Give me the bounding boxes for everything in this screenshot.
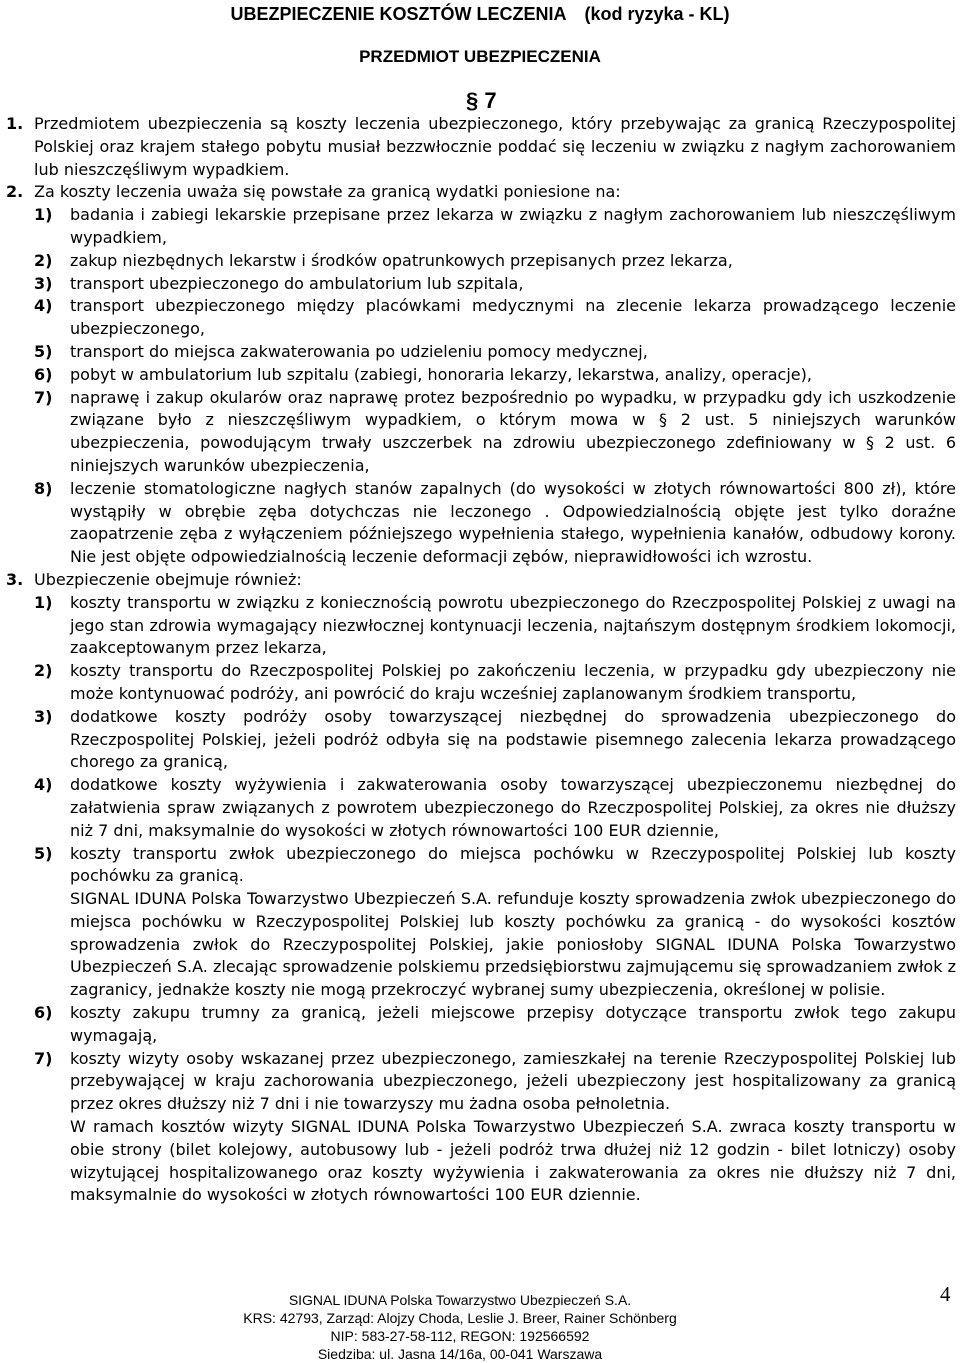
list-item	[34, 1048, 956, 1116]
section-body	[34, 181, 956, 569]
section-2	[6, 181, 956, 569]
list-item-text: badania i zabiegi lekarskie przepisane przez lekarza w związku z nagłym zachorowaniem lub nieszczęśliwym wypadkiem,	[70, 205, 956, 247]
list-item-number: 5)	[34, 843, 53, 863]
list-item-number: 5)	[34, 341, 53, 361]
list-item	[34, 843, 956, 889]
list-item	[34, 204, 956, 250]
footer-company: SIGNAL IDUNA Polska Towarzystwo Ubezpieczeń S.A.	[288, 1292, 632, 1308]
section-body	[34, 113, 956, 181]
list-item	[34, 364, 956, 387]
list-item-number: 3)	[34, 273, 53, 293]
list-item	[34, 387, 956, 478]
list-item-text: dodatkowe koszty podróży osoby towarzyszącej niezbędnej do sprowadzenia ubezpieczonego do Rzeczpospolitej Polskiej, jeżeli podróż odbyła się na podstawie pisemnego zalecenia lekarza prowadzącego chorego za granicą,	[70, 706, 956, 772]
list-item-number: 3)	[34, 706, 53, 726]
list-item	[34, 1002, 956, 1048]
list-item-text: transport ubezpieczonego do ambulatorium lub szpitala,	[70, 273, 524, 293]
section-body	[34, 569, 956, 1207]
list-item-number: 7)	[34, 1048, 53, 1068]
document-title: UBEZPIECZENIE KOSZTÓW LECZENIA	[230, 4, 567, 24]
list-item-text: koszty transportu w związku z koniecznością powrotu ubezpieczonego do Rzeczpospolitej Polskiej z uwagi na jego stan zdrowia wymagający niezwłocznej kontynuacji leczenia, najtańszym dostępnym środkiem lokomocji, zaakceptowanym przez lekarza,	[70, 592, 956, 658]
paragraph-number: § 7	[466, 88, 497, 113]
list-item	[34, 341, 956, 364]
document-title-line	[0, 2, 960, 26]
list-item-text: dodatkowe koszty wyżywienia i zakwaterowania osoby towarzyszącej ubezpieczonemu niezbędnej do załatwienia spraw związanych z powrotem ubezpieczonego do Rzeczpospolitej Polskiej, za okres nie dłuższy niż 7 dni, maksymalnie do wysokości w złotych równowartości 100 EUR dziennie,	[70, 775, 956, 840]
document-body	[6, 113, 956, 1207]
footer	[0, 1291, 920, 1363]
list-item-number: 8)	[34, 478, 53, 498]
list-item-number: 1)	[34, 592, 53, 612]
list-item-text: transport ubezpieczonego między placówkami medycznymi na zlecenie lekarza prowadzącego leczenie ubezpieczonego,	[70, 296, 956, 339]
list-item-number: 4)	[34, 296, 53, 316]
list-item-text: koszty zakupu trumny za granicą, jeżeli miejscowe przepisy dotyczące transportu zwłok tego zakupu wymagają,	[70, 1003, 956, 1045]
list-paragraph: W ramach kosztów wizyty SIGNAL IDUNA Polska Towarzystwo Ubezpieczeń S.A. zwraca koszty transportu w obie strony (bilet kolejowy, autobusowy lub - jeżeli podróż trwa dłużej niż 12 godzin - bilet lotniczy) osoby wizytującej hospitalizowanego oraz koszty wyżywienia i zakwaterowania za okres nie dłuższy niż 7 dni, maksymalnie do wysokości w złotych równowartości 100 EUR dziennie.	[70, 1117, 956, 1205]
list-item	[34, 660, 956, 706]
section-1	[6, 113, 956, 181]
list-item	[34, 592, 956, 660]
list-item-text: leczenie stomatologiczne nagłych stanów zapalnych (do wysokości w złotych równowartości 800 zł), które wystąpiły w obrębie zęba dotychczas nie leczonego . Odpowiedzialnością objęte jest tylko doraźne zaopatrzenie zęba z wyłączeniem późniejszego wypełnienia stałego, wypełnienia kanałów, odbudowy korony. Nie jest objęte odpowiedzialnością leczenie deformacji zębów, nieprawidłowości ich wzrostu.	[70, 478, 956, 567]
list-item	[34, 774, 956, 842]
footer-address: Siedziba: ul. Jasna 14/16a, 00-041 Warszawa	[317, 1346, 603, 1362]
list-item-text: koszty transportu do Rzeczpospolitej Polskiej po zakończeniu leczenia, w przypadku gdy ubezpieczony nie może kontynuować podróży, ani powrócić do kraju wcześniej zaplanowanym środkiem transportu,	[70, 661, 956, 703]
list-item-number: 6)	[34, 1003, 53, 1023]
section-text: Za koszty leczenia uważa się powstałe za granicą wydatki poniesione na:	[34, 182, 621, 202]
list-item	[34, 706, 956, 774]
list-item-number: 6)	[34, 364, 53, 384]
footer-nip: NIP: 583-27-58-112, REGON: 192566592	[330, 1328, 590, 1344]
list-item-text: pobyt w ambulatorium lub szpitalu (zabiegi, honoraria lekarzy, lekarstwa, analizy, operacje),	[70, 364, 812, 384]
list-item-text: zakup niezbędnych lekarstw i środków opatrunkowych przepisanych przez lekarza,	[70, 250, 733, 270]
list-item	[34, 478, 956, 569]
section-text: Przedmiotem ubezpieczenia są koszty leczenia ubezpieczonego, który przebywając za granicą Rzeczypospolitej Polskiej oraz krajem stałego pobytu musiał bezzwłocznie poddać się leczeniu w związku z nagłym zachorowaniem lub nieszczęśliwym wypadkiem.	[34, 114, 956, 179]
list-item-number: 1)	[34, 205, 53, 225]
list-item-text: koszty transportu zwłok ubezpieczonego do miejsca pochówku w Rzeczypospolitej Polskiej lub koszty pochówku za granicą.	[70, 843, 956, 886]
list-item	[34, 273, 956, 296]
section-number: 2.	[6, 182, 24, 202]
list-item-number: 7)	[34, 387, 53, 407]
list-item-number: 2)	[34, 661, 53, 681]
page-number: 4	[940, 1282, 951, 1306]
footer-krs: KRS: 42793, Zarząd: Alojzy Choda, Leslie J. Breer, Rainer Schönberg	[243, 1310, 677, 1326]
list-item-number: 4)	[34, 775, 53, 795]
risk-code: (kod ryzyka - KL)	[584, 4, 730, 24]
section-number: 1.	[6, 114, 24, 133]
section-number: 3.	[6, 569, 24, 589]
section-text: Ubezpieczenie obejmuje również:	[34, 569, 302, 589]
list-paragraph: SIGNAL IDUNA Polska Towarzystwo Ubezpieczeń S.A. refunduje koszty sprowadzenia zwłok ubezpieczonego do miejsca pochówku w Rzeczypospolitej Polskiej lub koszty pochówku za granicą - do wysokości kosztów sprowadzenia zwłok do Rzeczypospolitej Polskiej, jakie poniosłoby SIGNAL IDUNA Polska Towarzystwo Ubezpieczeń S.A. zlecając sprowadzenie polskiemu przedsiębiorstwu zajmującemu się sprowadzaniem zwłok z zagranicy, jednakże koszty nie mogą przekroczyć wybranej sumy ubezpieczenia, określonej w polisie.	[70, 889, 956, 1000]
list-item-text: naprawę i zakup okularów oraz naprawę protez bezpośrednio po wypadku, w przypadku gdy ich uszkodzenie związane było z nieszczęśliwym wypadkiem, o którym mowa w § 2 ust. 5 niniejszych warunków ubezpieczenia, powodującym trwały uszczerbek na zdrowiu ubezpieczonego zdefiniowany w § 2 ust. 6 niniejszych warunków ubezpieczenia,	[70, 387, 956, 475]
list-item-text: koszty wizyty osoby wskazanej przez ubezpieczonego, zamieszkałej na terenie Rzeczypospolitej Polskiej lub przebywającej w kraju zachorowania ubezpieczonego, jeżeli ubezpieczony jest hospitalizowany za granicą przez okres dłuższy niż 7 dni i nie towarzyszy mu żadna osoba pełnoletnia.	[70, 1048, 956, 1114]
section-3	[6, 569, 956, 1207]
list-item	[34, 250, 956, 273]
list-item	[34, 295, 956, 341]
section-heading: PRZEDMIOT UBEZPIECZENIA	[359, 47, 601, 66]
list-item-number: 2)	[34, 250, 53, 270]
list-item-text: transport do miejsca zakwaterowania po udzieleniu pomocy medycznej,	[70, 341, 648, 361]
